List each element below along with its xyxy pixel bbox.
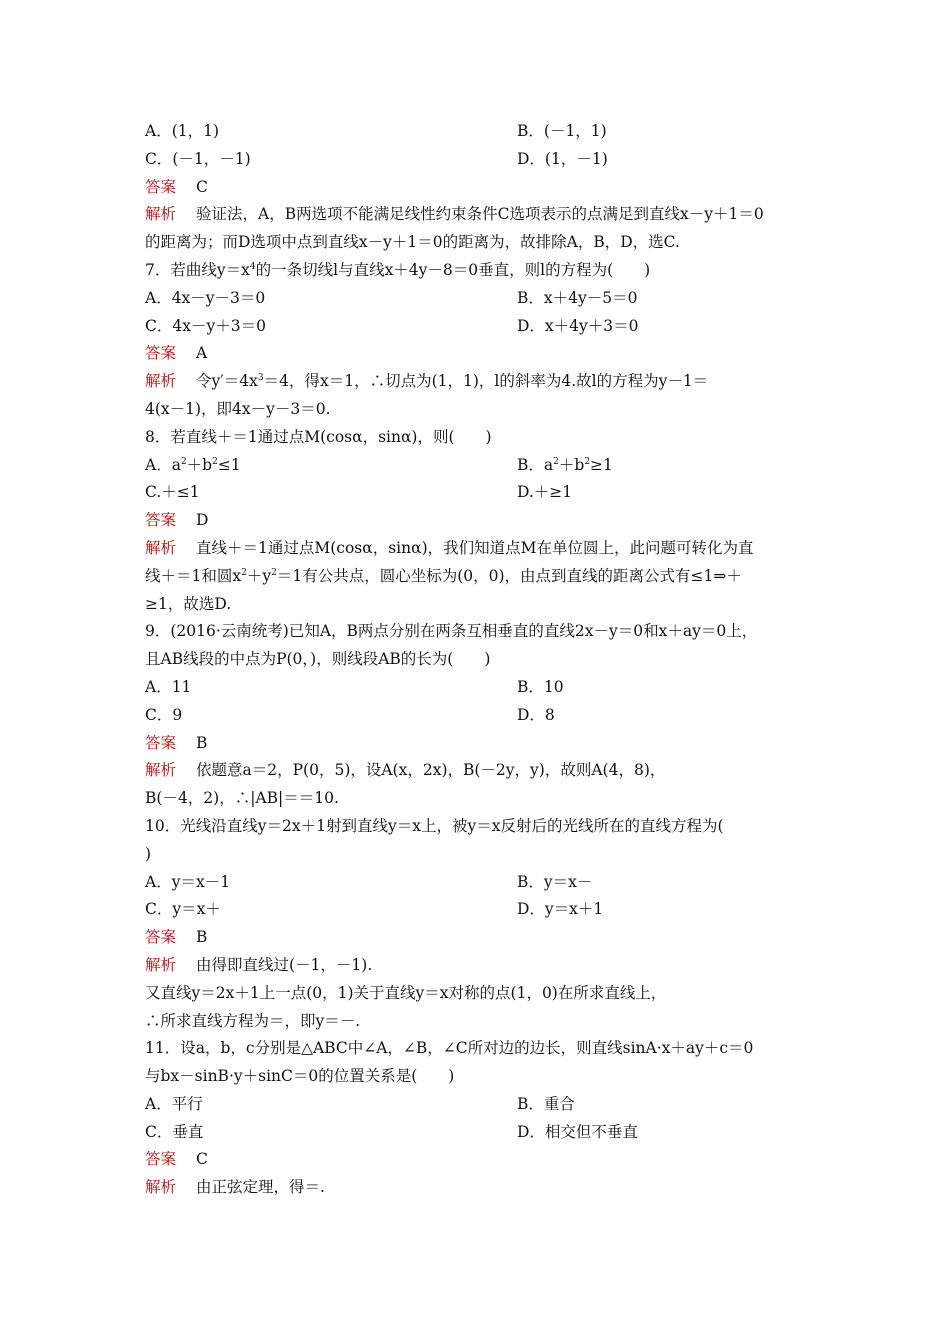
option-d: D．y＝x＋1 [517, 900, 604, 919]
stem-text: 且AB线段的中点为P(0，)，则线段AB的长为( ) [145, 650, 491, 669]
answer-value: A [196, 344, 208, 363]
question-stem [145, 257, 810, 285]
analysis-label: 解析 [145, 761, 177, 780]
answer-label: 答案 [145, 177, 177, 196]
options-row [145, 869, 810, 897]
superscript: 2 [180, 456, 187, 467]
analysis-text: B(－4，2)，∴|AB|＝＝10. [145, 789, 339, 808]
option-c: C．(－1，－1) [145, 149, 251, 168]
option-c: C．9 [145, 705, 183, 724]
analysis-line [145, 980, 810, 1008]
superscript: 3 [257, 373, 264, 384]
answer-value: C [196, 177, 208, 196]
superscript: 2 [212, 456, 218, 467]
analysis-text: ＝4，得x＝1，∴切点为(1，1)，l的斜率为4.故l的方程为y－1＝ [263, 372, 709, 391]
analysis-text: 由得即直线过(－1，－1). [196, 955, 373, 974]
option-c: C．y＝x＋ [145, 900, 221, 919]
analysis-text: 依题意a＝2，P(0，5)，设A(x，2x)，B(－2y，y)，故则A(4，8)， [196, 761, 666, 780]
analysis-label: 解析 [145, 205, 177, 224]
answer-line [145, 730, 810, 758]
answer-label: 答案 [145, 344, 177, 363]
options-row [145, 702, 810, 730]
analysis-line [145, 785, 810, 813]
superscript: 2 [271, 567, 277, 578]
answer-value: D [196, 511, 209, 530]
stem-text: 与bx－sinB·y＋sinC＝0的位置关系是( ) [145, 1067, 455, 1086]
option-a: A．(1，1) [145, 122, 220, 140]
analysis-line [145, 591, 810, 619]
analysis-line [145, 757, 810, 785]
stem-text: 11．设a，b，c分别是△ABC中∠A，∠B，∠C所对边的边长，则直线sinA·x＋ay＋c＝0 [145, 1039, 754, 1058]
option-b: B．10 [517, 677, 564, 696]
answer-line [145, 340, 810, 368]
superscript: 2 [584, 456, 591, 467]
option-a: A．11 [145, 677, 192, 696]
option-a [145, 452, 241, 480]
analysis-text: ≥1，故选D. [145, 594, 232, 613]
superscript: 2 [241, 567, 247, 578]
options-row [145, 452, 810, 480]
stem-text: ) [145, 844, 152, 863]
analysis-line [145, 535, 810, 563]
option-b: B．x＋4y－5＝0 [517, 288, 638, 307]
analysis-line [145, 229, 810, 257]
analysis-line [145, 396, 810, 424]
option-text: ＋b [558, 455, 585, 474]
answer-value: C [196, 1150, 208, 1169]
analysis-line [145, 563, 810, 591]
option-d: D．(1，－1) [517, 149, 608, 168]
analysis-label: 解析 [145, 1178, 177, 1197]
answer-value: B [196, 733, 208, 752]
question-stem [145, 1063, 810, 1091]
answer-line [145, 924, 810, 952]
options-row [145, 118, 810, 146]
option-d: D.＋≥1 [517, 483, 573, 502]
question-stem [145, 813, 810, 841]
analysis-text: 直线＋＝1通过点M(cosα，sinα)，我们知道点M在单位圆上，此问题可转化为直 [196, 538, 754, 557]
analysis-line [145, 1174, 810, 1202]
option-a: A．4x－y－3＝0 [145, 288, 266, 307]
analysis-text: 令y′＝4x [196, 372, 258, 391]
answer-label: 答案 [145, 1150, 177, 1169]
answer-line [145, 174, 810, 202]
analysis-text: 线＋＝1和圆x [145, 566, 242, 585]
analysis-text: ＝1有公共点，圆心坐标为(0，0)，由点到直线的距离公式有≤1⇒＋ [276, 566, 742, 585]
question-stem [145, 618, 810, 646]
option-text: ≤1 [217, 455, 241, 474]
stem-text: 7．若曲线y＝x [145, 260, 250, 279]
analysis-text: 4(x－1)，即4x－y－3＝0. [145, 399, 331, 418]
options-row [145, 896, 810, 924]
option-c: C．垂直 [145, 1122, 204, 1141]
options-row [145, 1119, 810, 1147]
options-row [145, 479, 810, 507]
superscript: 2 [553, 456, 559, 467]
option-b: B．重合 [517, 1094, 575, 1113]
option-d: D．相交但不垂直 [517, 1122, 638, 1141]
analysis-label: 解析 [145, 538, 177, 557]
analysis-text: 的距离为；而D选项中点到直线x－y＋1＝0的距离为，故排除A，B，D，选C. [145, 233, 680, 252]
answer-label: 答案 [145, 928, 177, 947]
question-stem [145, 646, 810, 674]
option-text: B．a [517, 455, 554, 474]
options-row [145, 146, 810, 174]
stem-text: 的一条切线l与直线x＋4y－8＝0垂直，则l的方程为( ) [255, 260, 651, 279]
analysis-label: 解析 [145, 372, 177, 391]
stem-text: 9．(2016·云南统考)已知A，B两点分别在两条互相垂直的直线2x－y＝0和x＋ay＝0上， [145, 622, 758, 641]
option-text: ≥1 [590, 455, 613, 474]
answer-line [145, 1146, 810, 1174]
analysis-line [145, 201, 810, 229]
question-stem [145, 1035, 810, 1063]
option-a: A．y＝x－1 [145, 872, 231, 891]
analysis-line [145, 952, 810, 980]
question-stem [145, 424, 810, 452]
option-b [517, 452, 613, 480]
answer-label: 答案 [145, 511, 177, 530]
answer-label: 答案 [145, 733, 177, 752]
options-row [145, 313, 810, 341]
option-text: ＋b [186, 455, 213, 474]
stem-text: 10．光线沿直线y＝2x＋1射到直线y＝x上，被y＝x反射后的光线所在的直线方程为( [145, 816, 724, 835]
answer-value: B [196, 928, 208, 947]
answer-line [145, 507, 810, 535]
analysis-line [145, 1008, 810, 1036]
option-d: D．x＋4y＋3＝0 [517, 316, 639, 335]
analysis-text: 由正弦定理，得＝. [196, 1178, 325, 1197]
analysis-line [145, 368, 810, 396]
analysis-text: 验证法，A，B两选项不能满足线性约束条件C选项表示的点满足到直线x－y＋1＝0 [196, 205, 764, 224]
stem-text: 8．若直线＋＝1通过点M(cosα，sinα)，则( ) [145, 427, 492, 446]
options-row [145, 285, 810, 313]
document-page [145, 118, 810, 1202]
option-c: C.＋≤1 [145, 483, 200, 502]
question-stem [145, 841, 810, 869]
analysis-text: 又直线y＝2x＋1上一点(0，1)关于直线y＝x对称的点(1，0)在所求直线上， [145, 983, 667, 1002]
analysis-text: ＋y [246, 566, 272, 585]
superscript: 4 [249, 261, 256, 272]
analysis-label: 解析 [145, 955, 177, 974]
option-b: B．(－1，1) [517, 122, 607, 140]
analysis-text: ∴所求直线方程为＝，即y＝－. [145, 1011, 361, 1030]
options-row [145, 1091, 810, 1119]
option-d: D．8 [517, 705, 555, 724]
option-text: A．a [145, 455, 181, 474]
options-row [145, 674, 810, 702]
option-c: C．4x－y＋3＝0 [145, 316, 266, 335]
option-b: B．y＝x－ [517, 872, 593, 891]
option-a: A．平行 [145, 1094, 203, 1113]
